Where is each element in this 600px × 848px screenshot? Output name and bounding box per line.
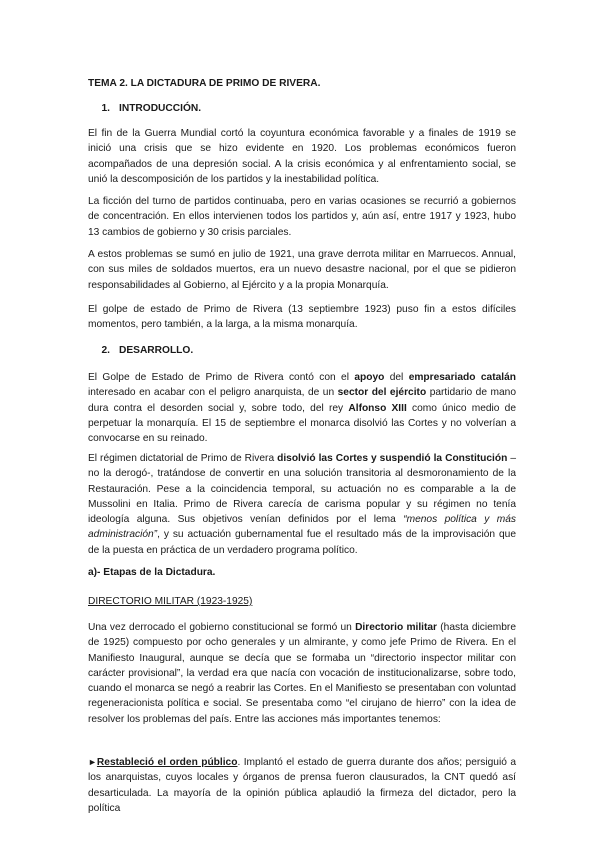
intro-paragraph-3: A estos problemas se sumó en julio de 1921, una grave derrota militar en Marruecos. Annual, con sus miles de soldados muertos, era un nuevo desastre nacional, por el que se pidieron responsabilidades al Gobierno, al Ejército y a la propia Monarquía. — [88, 249, 516, 291]
directorio-militar-heading: DIRECTORIO MILITAR (1923-1925) — [88, 596, 253, 607]
text-run: del — [384, 372, 409, 383]
bold-run: Alfonso XIII — [348, 402, 407, 414]
arrow-bullet-icon: ► — [88, 757, 97, 767]
text-run: El régimen dictatorial de Primo de Rivera — [88, 453, 278, 464]
directorio-paragraph-2 — [88, 755, 516, 816]
bold-run: disolvió las Cortes y suspendió la Constitución — [277, 453, 508, 464]
section-label: DESARROLLO. — [119, 345, 194, 356]
text-run: –no la derogó-, tratándose de convertir en una solución transitoria al desmoronamiento de la Restauración. Pese a la coincidencia temporal, su actuación no es comparable a la de Mussolini en Italia. Primo de Rivera carecía de carisma popular y su régimen no tenía ideología alguna. Sus objetivos venían definidos por el lema — [88, 453, 517, 526]
intro-paragraph-2: La ficción del turno de partidos continuaba, pero en varias ocasiones se recurrió a gobiernos de concentración. En ellos intervienen todos los partidos y, aún así, entre 1917 y 1923, hubo 13 cambios de gobierno y 30 crisis parciales. — [88, 196, 516, 238]
bold-run: Directorio militar — [355, 622, 438, 633]
bold-run: empresariado catalán — [408, 372, 516, 383]
text-run: El Golpe de Estado de Primo de Rivera contó con el — [88, 372, 355, 383]
text-run: interesado en acabar con el peligro anarquista, de un — [88, 387, 338, 399]
text-run: . Implantó el estado de guerra durante dos años; persiguió a los anarquistas, cuyos locales y órganos de prensa fueron clausurados, la CNT quedó así desarticulada. La mayoría de la opinión pública aplaudió la firmeza del dictador, pero la política — [88, 757, 516, 814]
section-heading-introduccion — [88, 101, 516, 116]
section-number: 2. — [101, 345, 110, 356]
italic-run: “menos política y más administración” — [88, 514, 516, 541]
document-title: TEMA 2. LA DICTADURA DE PRIMO DE RIVERA. — [88, 78, 321, 89]
section-heading-desarrollo — [88, 343, 516, 358]
text-run: , y su actuación gubernamental fue el resultado más de la improvisación que de la puesta en práctica de un verdadero programa político. — [88, 529, 516, 556]
text-run: Una vez derrocado el gobierno constitucional se formó un — [88, 622, 356, 633]
development-paragraph-1 — [88, 370, 516, 446]
section-number: 1. — [101, 103, 110, 114]
directorio-paragraph-1 — [88, 620, 516, 727]
intro-paragraph-4: El golpe de estado de Primo de Rivera (13 septiembre 1923) puso fin a estos difíciles momentos, pero también, a la larga, a la misma monarquía. — [88, 304, 516, 331]
text-run: partidario de mano dura contra el desorden social y, sobre todo, del rey — [88, 387, 516, 414]
intro-paragraph-1: El fin de la Guerra Mundial cortó la coyuntura económica favorable y a finales de 1919 se inició una crisis que se hizo evidente en 1920. Los problemas económicos fueron acompañados de una depresión social. A la crisis económica y al enfrentamiento social, se unió la descomposición de los partidos y la inestabilidad política. — [88, 128, 516, 185]
development-paragraph-2 — [88, 451, 516, 558]
bold-underline-run: Restableció el orden público — [96, 757, 238, 768]
text-run: como único medio de perpetuar la monarquía. El 15 de septiembre el monarca disolvió las Cortes y no volverían a convocarse en su reinado. — [88, 402, 517, 445]
bold-run: apoyo — [354, 372, 385, 383]
text-run: (hasta diciembre de 1925) compuesto por ocho generales y un almirante, y como jefe Primo de Rivera. En el Manifiesto Inaugural, aunque se decía que se formaba un “directorio inspector militar con carácter provisional”, la verdad era que nacía con vocación de institucionalizarse, sobre todo, cuando el monarca se negó a reabrir las Cortes. En el Manifiesto se presentaban con voluntad regeneracionista política e social. Se presentaba como “el cirujano de hierro” con la idea de resolver los problemas del país. Entre las acciones más importantes tenemos: — [88, 622, 516, 725]
bold-run: sector del ejército — [337, 387, 427, 399]
subheading-etapas: a)- Etapas de la Dictadura. — [88, 567, 216, 578]
section-label: INTRODUCCIÓN. — [119, 103, 202, 114]
